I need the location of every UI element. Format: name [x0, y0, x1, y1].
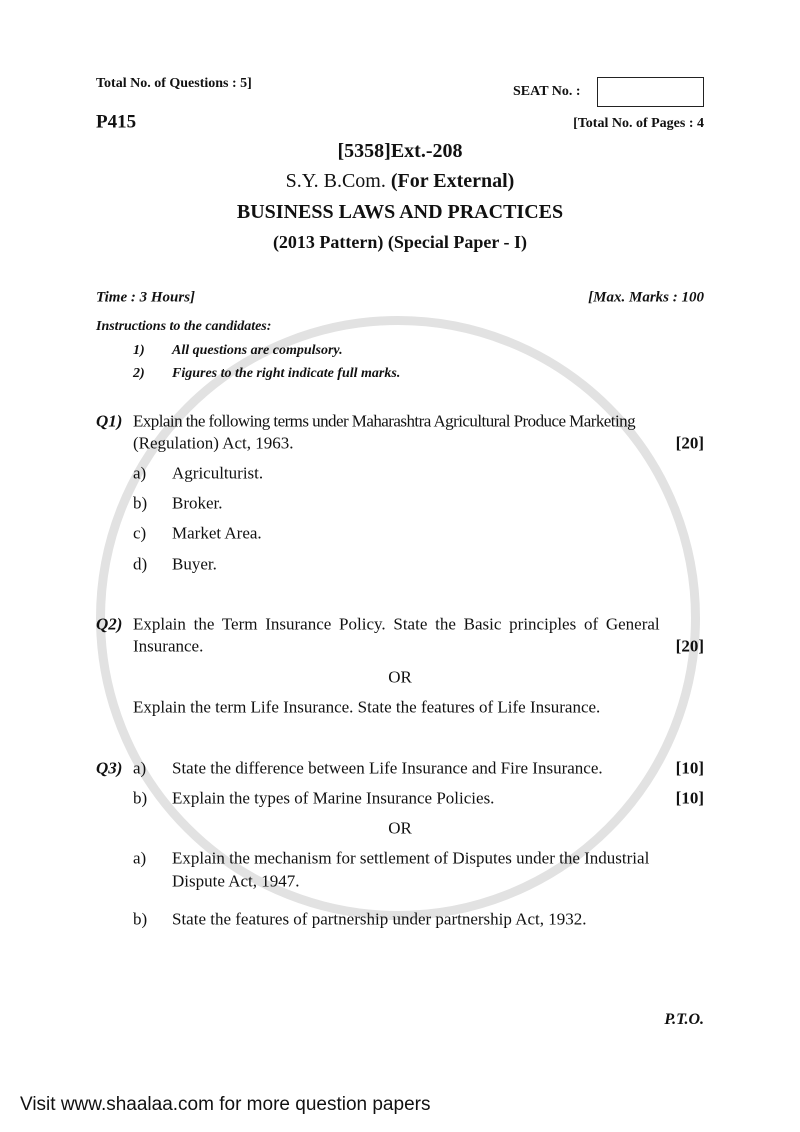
- q1-text: Explain the following terms under Maharashtra Agricultural Produce Marketing: [133, 411, 636, 431]
- q3-part-text: State the features of partnership under partnership Act, 1932.: [172, 909, 587, 929]
- q3-part-text: Explain the types of Marine Insurance Policies.: [172, 788, 495, 808]
- q2-or: OR: [388, 667, 412, 687]
- q2-number: Q2): [96, 614, 123, 634]
- q2-text: Explain the Term Insurance Policy. State the Basic principles of General: [133, 614, 660, 634]
- q1-part-label: c): [133, 523, 147, 543]
- footer-link-text: Visit www.shaalaa.com for more question papers: [20, 1094, 431, 1115]
- q3-part-label: b): [133, 909, 148, 929]
- q2-marks: [20]: [675, 636, 704, 656]
- instruction-text: All questions are compulsory.: [172, 343, 343, 358]
- q1-part-label: b): [133, 493, 148, 513]
- q3-marks: [10]: [675, 788, 704, 808]
- q1-part-text: Agriculturist.: [172, 463, 264, 483]
- q1-part-text: Broker.: [172, 493, 223, 513]
- q3-marks: [10]: [675, 758, 704, 778]
- q1-part-label: d): [133, 554, 148, 574]
- q3-part-text: State the difference between Life Insurance and Fire Insurance.: [172, 758, 603, 778]
- time: Time : 3 Hours]: [96, 289, 196, 306]
- max-marks: [Max. Marks : 100: [588, 289, 704, 306]
- seat-label: SEAT No. :: [513, 84, 581, 99]
- q1-part-text: Buyer.: [172, 554, 217, 574]
- instructions-heading: Instructions to the candidates:: [96, 319, 272, 334]
- q3-part-label: a): [133, 758, 147, 778]
- q1-text: (Regulation) Act, 1963.: [133, 433, 294, 453]
- q3-part-text: Explain the mechanism for settlement of Disputes under the Industrial: [172, 848, 650, 868]
- q3-number: Q3): [96, 758, 123, 778]
- q1-part-text: Market Area.: [172, 523, 262, 543]
- paper-code: P415: [96, 111, 137, 133]
- instruction-num: 2): [133, 366, 145, 381]
- q3-part-label: a): [133, 848, 147, 868]
- q1-marks: [20]: [675, 433, 704, 453]
- course-suffix: (For External): [390, 170, 515, 192]
- instruction-text: Figures to the right indicate full marks.: [172, 366, 401, 381]
- q1-number: Q1): [96, 411, 123, 431]
- instruction-num: 1): [133, 343, 145, 358]
- course-title: [0, 171, 800, 191]
- q2-alt-text: Explain the term Life Insurance. State the features of Life Insurance.: [133, 697, 601, 717]
- q3-part-label: b): [133, 788, 148, 808]
- q3-part-text: Dispute Act, 1947.: [172, 871, 300, 891]
- pto: P.T.O.: [664, 1011, 704, 1028]
- q1-part-label: a): [133, 463, 147, 483]
- exam-code: [5358]Ext.-208: [337, 140, 463, 162]
- course-prefix: S.Y. B.Com.: [285, 170, 386, 192]
- seat-number-box: [597, 77, 704, 107]
- subject-title: BUSINESS LAWS AND PRACTICES: [236, 201, 564, 223]
- total-questions: Total No. of Questions : 5]: [96, 76, 252, 91]
- pattern: (2013 Pattern) (Special Paper - I): [272, 232, 528, 252]
- q2-text: Insurance.: [133, 636, 204, 656]
- total-pages: [Total No. of Pages : 4: [573, 116, 704, 131]
- q3-or: OR: [388, 818, 412, 838]
